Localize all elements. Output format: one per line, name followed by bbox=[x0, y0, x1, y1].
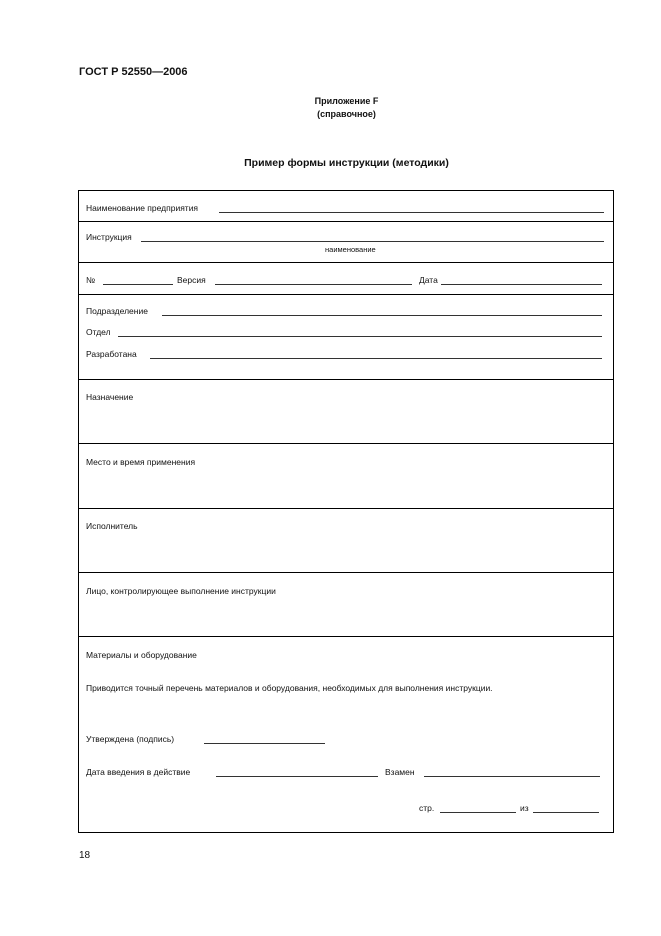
instruction-caption: наименование bbox=[325, 245, 376, 254]
date-label: Дата bbox=[419, 275, 438, 285]
annex-type: (справочное) bbox=[317, 109, 376, 119]
instruction-label: Инструкция bbox=[86, 232, 132, 242]
date-field bbox=[441, 284, 602, 285]
enterprise-label: Наименование предприятия bbox=[86, 203, 199, 213]
replaces-field bbox=[424, 776, 600, 777]
row-divider bbox=[79, 508, 613, 509]
document-header: ГОСТ Р 52550—2006 bbox=[79, 66, 188, 78]
instruction-field bbox=[141, 241, 604, 242]
page-label: стр. bbox=[419, 803, 435, 813]
row-divider bbox=[79, 294, 613, 295]
form-title: Пример формы инструкции (методики) bbox=[244, 157, 449, 169]
row-divider bbox=[79, 379, 613, 380]
place-time-label: Место и время применения bbox=[86, 457, 196, 467]
developed-field bbox=[150, 358, 602, 359]
page-number: 18 bbox=[79, 850, 91, 861]
department-field bbox=[118, 336, 602, 337]
of-field bbox=[533, 812, 599, 813]
controller-label: Лицо, контролирующее выполнение инструкции bbox=[86, 586, 276, 596]
department-label: Отдел bbox=[86, 327, 111, 337]
annex-title: Приложение F bbox=[314, 96, 379, 106]
enterprise-field bbox=[219, 212, 604, 213]
instruction-form bbox=[78, 190, 614, 833]
version-label: Версия bbox=[177, 275, 206, 285]
subdivision-label: Подразделение bbox=[86, 306, 148, 316]
approved-signature-field bbox=[204, 743, 325, 744]
approved-label: Утверждена (подпись) bbox=[86, 734, 175, 744]
number-label: № bbox=[86, 275, 96, 285]
replaces-label: Взамен bbox=[385, 767, 415, 777]
row-divider bbox=[79, 572, 613, 573]
effective-date-field bbox=[216, 776, 378, 777]
number-field bbox=[103, 284, 173, 285]
version-field bbox=[215, 284, 412, 285]
of-label: из bbox=[520, 803, 529, 813]
purpose-label: Назначение bbox=[86, 392, 134, 402]
page-field bbox=[440, 812, 516, 813]
developed-label: Разработана bbox=[86, 349, 137, 359]
subdivision-field bbox=[162, 315, 602, 316]
row-divider bbox=[79, 262, 613, 263]
executor-label: Исполнитель bbox=[86, 521, 138, 531]
row-divider bbox=[79, 221, 613, 222]
effective-date-label: Дата введения в действие bbox=[86, 767, 191, 777]
materials-note: Приводится точный перечень материалов и оборудования, необходимых для выполнения инструкции. bbox=[86, 683, 493, 693]
row-divider bbox=[79, 443, 613, 444]
row-divider bbox=[79, 636, 613, 637]
materials-label: Материалы и оборудование bbox=[86, 650, 197, 660]
